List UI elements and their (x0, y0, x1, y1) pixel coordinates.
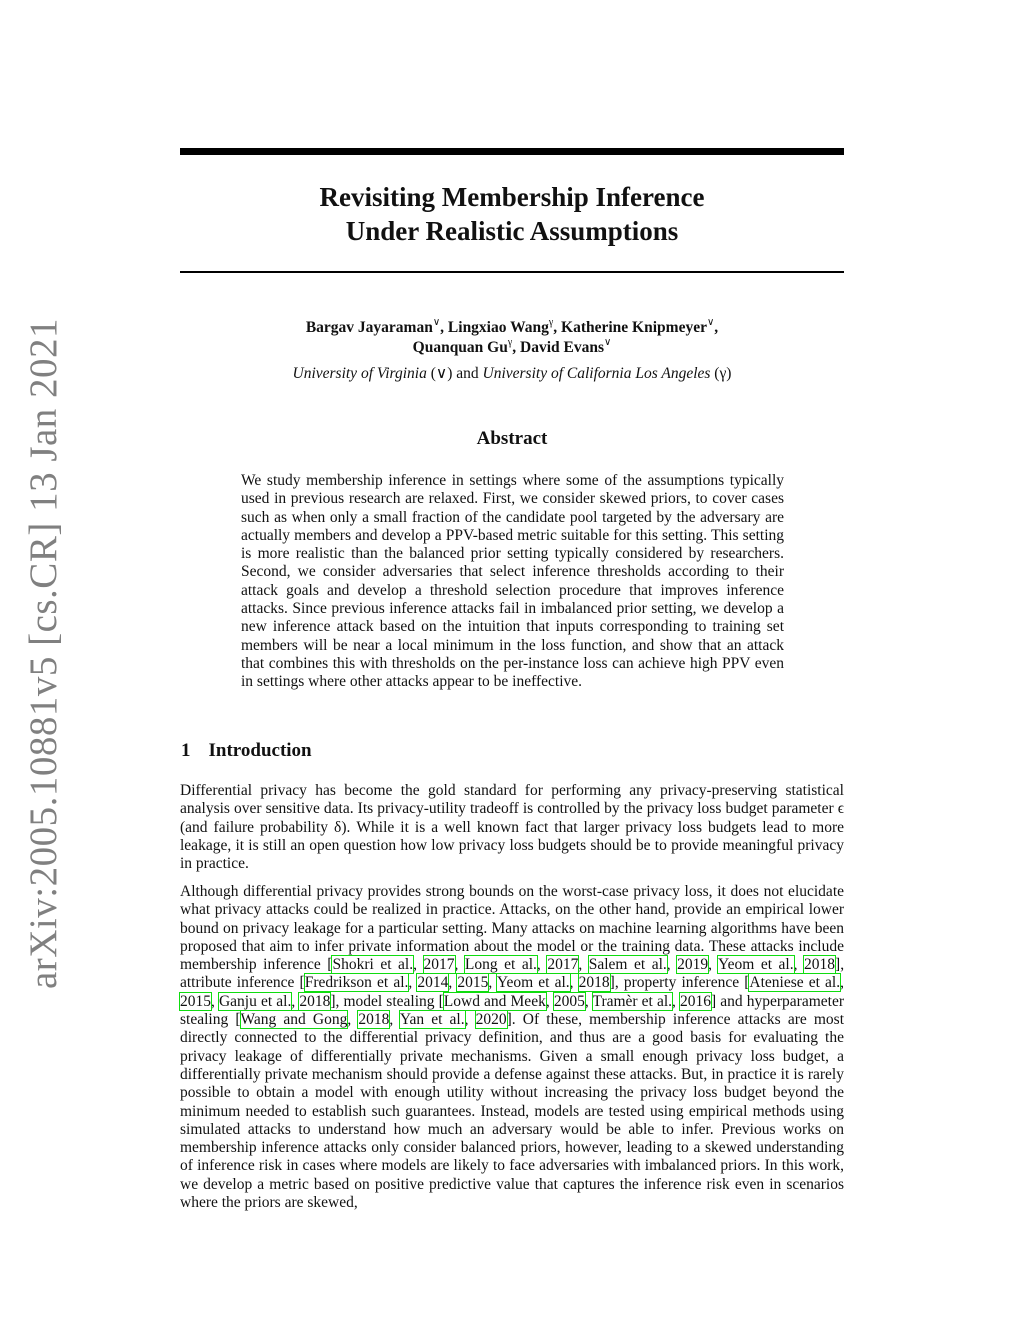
citation-link[interactable]: 2005 (553, 992, 585, 1010)
paragraph-text: ], attribute inference [ (180, 956, 845, 992)
citation-link[interactable]: Yeom et al. (718, 956, 794, 974)
intro-paragraph-1: Differential privacy has become the gold standard for performing any privacy-preserving statistical analysis over sensitive data. Its privacy-utility tradeoff is controlled by the privacy loss budget parameter ϵ (and failure probability δ). While it is a well known fact that larger privacy loss budgets lead to more leakage, it is still an open question how low privacy loss budgets should be to provide meaningful privacy in practice. (180, 782, 844, 873)
title-line-1: Revisiting Membership Inference (319, 182, 705, 212)
citation-link[interactable]: 2014 (417, 974, 449, 992)
citation-link[interactable]: 2020 (475, 1011, 507, 1029)
citation-link[interactable]: 2017 (547, 956, 579, 974)
citation-link[interactable]: 2018 (578, 974, 610, 992)
citation-link[interactable]: Salem et al. (588, 956, 667, 974)
citation-link[interactable]: Ganju et al. (218, 992, 292, 1010)
title-bottom-rule (180, 271, 844, 273)
citation-link[interactable]: 2018 (804, 956, 836, 974)
affiliation-ucla: University of California Los Angeles (482, 365, 711, 382)
citation-link[interactable]: 2015 (180, 992, 211, 1010)
abstract-heading: Abstract (476, 428, 548, 449)
arxiv-identifier (22, 317, 66, 989)
citation-link[interactable]: 2015 (457, 974, 489, 992)
citation-link[interactable]: Tramèr et al. (592, 992, 673, 1010)
author-name: Bargav Jayaraman (305, 319, 433, 336)
author-list (180, 318, 844, 358)
citation-link[interactable]: Wang and Gong (240, 1011, 348, 1029)
author-name: Katherine Knipmeyer (561, 319, 707, 336)
affiliation-mark: ∨ (432, 317, 441, 328)
citation-link[interactable]: Fredrikson et al. (304, 974, 409, 992)
author-name: Quanquan Gu (412, 339, 508, 356)
affiliation-mark: ∨ (706, 317, 715, 328)
citation-link[interactable]: 2018 (358, 1011, 390, 1029)
citation-link[interactable]: Ateniese et al. (749, 974, 841, 992)
paper-title (180, 180, 844, 248)
paragraph-text: ], property inference [ (609, 974, 750, 992)
affiliation-and: and (456, 365, 479, 382)
affiliation-ucla-symbol: (γ) (714, 365, 732, 382)
abstract-text: We study membership inference in settings where some of the assumptions typically used in previous research are relaxed. First, we consider skewed priors, to cover cases such as when only a small fraction of the candidate pool targeted by the adversary are actually members and develop a PPV-based metric suitable for this setting. This setting is more realistic than the balanced prior setting typically considered by researchers. Second, we consider adversaries that select inference thresholds according to their attack goals and develop a threshold selection procedure that improves inference attacks. Since previous inference attacks fail in imbalanced prior setting, we develop a new inference attack based on the intuition that inputs corresponding to training set members will be near a local minimum in the loss function, and show that an attack that combines this with thresholds on the per-instance loss can achieve high PPV even in settings where other attacks appear to be ineffective. (241, 472, 784, 691)
citation-link[interactable]: 2017 (423, 956, 455, 974)
section-number: 1 (181, 740, 191, 761)
author-name: David Evans (520, 339, 605, 356)
citation-link[interactable]: 2016 (680, 992, 712, 1010)
affiliation-mark: γ (507, 337, 513, 348)
citation-link[interactable]: 2019 (677, 956, 709, 974)
section-heading (181, 740, 312, 762)
paragraph-text: ] and hyperparameter stealing [ (180, 992, 845, 1029)
intro-paragraph-2: Although differential privacy provides strong bounds on the worst-case privacy loss, it does not elucidate what privacy attacks could be realized in practice. Attacks, on the other hand, provide an empirical lower bound on privacy leakage for a particular setting. Many attacks on machine learning algorithms have been proposed that aim to infer private information about the model or the training data. These attacks include membership inference [Shokri et al., 2017, Long et al., 2017, Salem et al., 2019, Yeom et al., 2018], attribute inference [Fredrikson et al., 2014, 2015, Yeom et al., 2018], property inference [Ateniese et al., 2015, Ganju et al., 2018], model stealing [Lowd and Meek, 2005, Tramèr et al., 2016] and hyperparameter stealing [Wang and Gong, 2018, Yan et al., 2020]. Of these, membership inference attacks are most directly connected to the differential privacy definition, and thus are a good basis for evaluating the privacy leakage of differentially private mechanisms. Given a small enough privacy loss budget, a differentially private mechanism should provide a defense against these attacks. But, in practice it is rarely possible to obtain a model with enough utility without increasing the privacy loss budget beyond the minimum needed to establish such guarantees. Instead, models are tested using empirical methods using simulated attacks to understand how much an adversary would be able to infer. Previous works on membership inference attacks only consider balanced priors, however, leading to a skewed understanding of inference risk in cases where models are likely to face adversaries with imbalanced priors. In this work, we develop a metric based on positive predictive value that captures the inference risk even in scenarios where the priors are skewed, (180, 883, 845, 1212)
title-line-2: Under Realistic Assumptions (345, 216, 679, 246)
section-title: Introduction (208, 740, 312, 761)
citation-link[interactable]: 2018 (299, 992, 331, 1010)
citation-link[interactable]: Long et al. (464, 956, 537, 974)
author-line-2: Quanquan $Gu^\gamma$, David Evans∨ (412, 337, 612, 356)
paragraph-text: Although differential privacy provides strong bounds on the worst-case privacy loss, it does not elucidate what privacy attacks could be realized in practice. Attacks, on the other hand, provide an empirical lower bound on privacy leakage for a particular setting. Many attacks on machine learning algorithms have been proposed that aim to infer private information about the model or the training data. These attacks include membership inference [ (180, 883, 844, 974)
affiliation-mark: γ (548, 317, 554, 328)
citation-link[interactable]: Yeom et al. (496, 974, 570, 992)
arxiv-id-text: arXiv:2005.10881v5 [cs.CR] 13 Jan 2021 (22, 317, 66, 989)
author-line-1: Bargav Jayaraman∨, Lingxiao Wang$^\gamma$, Katherine Knipmeyer∨, (305, 317, 719, 336)
citation-link[interactable]: Shokri et al. (332, 956, 414, 974)
affiliation-uva: University of Virginia (292, 365, 427, 382)
paragraph-text: ]. Of these, membership inference attacks are most directly connected to the differential privacy definition, and thus are a good basis for evaluating the privacy leakage of differentially private mechanisms. Given a small enough privacy loss budget, a differentially private mechanism should provide a defense against these attacks. But, in practice it is rarely possible to obtain a model with enough utility without increasing the privacy loss budget beyond the minimum needed to establish such guarantees. Instead, models are tested using empirical methods using simulated attacks to understand how much an adversary would be able to infer. Previous works on membership inference attacks only consider balanced priors, however, leading to a skewed understanding of inference risk in cases where models are likely to face adversaries with imbalanced priors. In this work, we develop a metric based on positive predictive value that captures the inference risk even in scenarios where the priors are skewed, (180, 1011, 845, 1212)
citation-link[interactable]: Lowd and Meek (443, 992, 546, 1010)
affiliations (180, 364, 844, 384)
citation-link[interactable]: Yan et al. (399, 1011, 465, 1029)
title-top-rule (180, 148, 844, 155)
affiliation-mark: ∨ (604, 337, 612, 348)
author-name: Lingxiao Wang (447, 319, 549, 336)
paragraph-text: ], model stealing [ (330, 992, 444, 1010)
affiliation-uva-symbol: (∨) (430, 365, 453, 382)
